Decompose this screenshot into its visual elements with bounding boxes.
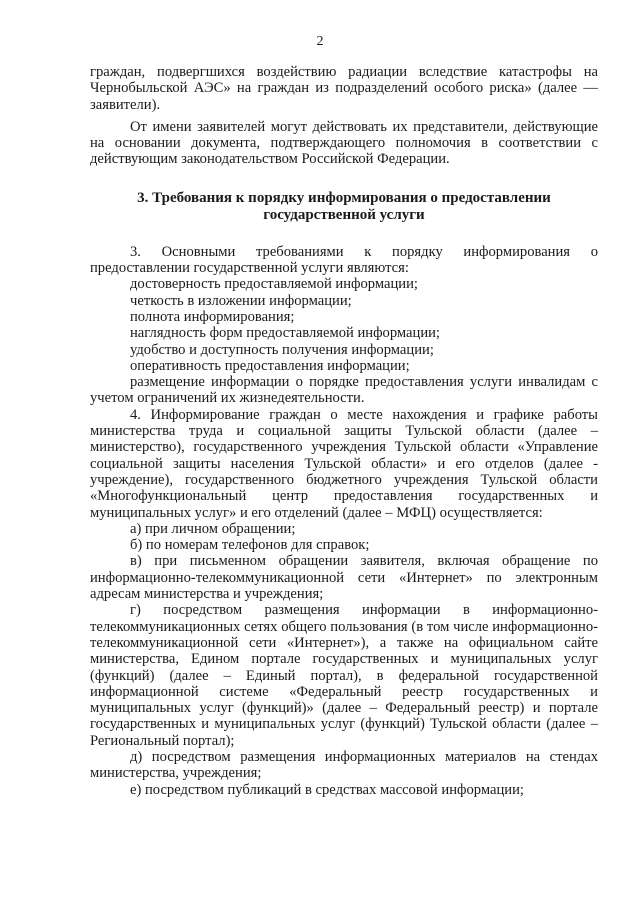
list-item: удобство и доступность получения информации; xyxy=(130,341,434,358)
document-body xyxy=(90,64,598,798)
clause-4-intro: 4. Информирование граждан о месте нахождения и графике работы министерства труда и социальной защиты Тульской области (далее – министерство), государственного учреждения Тульской области «Управление социальной защиты населения Тульской области» и его отделов (далее - учреждение), государственного бюджетного учреждения Тульской области «Многофункциональный центр предоставления государственных и муниципальных услуг» и его отделений (далее – МФЦ) осуществляется: xyxy=(90,406,598,521)
list-item: оперативность предоставления информации; xyxy=(130,357,410,374)
page-number: 2 xyxy=(316,34,324,49)
list-item: а) при личном обращении; xyxy=(130,520,296,537)
section-heading: 3. Требования к порядку информирования о предоставлении государственной услуги xyxy=(137,189,551,223)
list-item: достоверность предоставляемой информации; xyxy=(130,276,418,293)
paragraph: От имени заявителей могут действовать их представители, действующие на основании документа, подтверждающего полномочия в соответствии с действующим законодательством Российской Федерации. xyxy=(90,118,598,168)
list-item: наглядность форм предоставляемой информации; xyxy=(130,325,440,342)
list-item: д) посредством размещения информационных материалов на стендах министерства, учреждения; xyxy=(90,748,598,782)
list-item: е) посредством публикаций в средствах массовой информации; xyxy=(130,781,524,798)
clause-3-intro: 3. Основными требованиями к порядку информирования о предоставлении государственной услуги являются: xyxy=(90,243,598,277)
list-item: г) посредством размещения информации в информационно-телекоммуникационных сетях общего пользования (в том числе информационно-телекоммуникационной сети «Интернет»), а также на официальном сайте министерства, Едином портале государственных и муниципальных услуг (функций) (далее – Единый портал), в федеральной государственной информационной системе «Федеральный реестр государственных и муниципальных услуг (функций)» (далее – Федеральный реестр) и портале государственных и муниципальных услуг (функций) Тульской области (далее – Региональный портал); xyxy=(90,602,598,749)
list-item: полнота информирования; xyxy=(130,308,295,325)
list-item: четкость в изложении информации; xyxy=(130,292,352,309)
list-item: в) при письменном обращении заявителя, включая обращение по информационно-телекоммуникационной сети «Интернет» по электронным адресам министерства и учреждения; xyxy=(90,553,598,603)
list-item: размещение информации о порядке предоставления услуги инвалидам с учетом ограничений их жизнедеятельности. xyxy=(90,374,598,407)
list-item: б) по номерам телефонов для справок; xyxy=(130,537,370,554)
paragraph: граждан, подвергшихся воздействию радиации вследствие катастрофы на Чернобыльской АЭС» на граждан из подразделений особого риска» (далее — заявители). xyxy=(90,64,598,113)
